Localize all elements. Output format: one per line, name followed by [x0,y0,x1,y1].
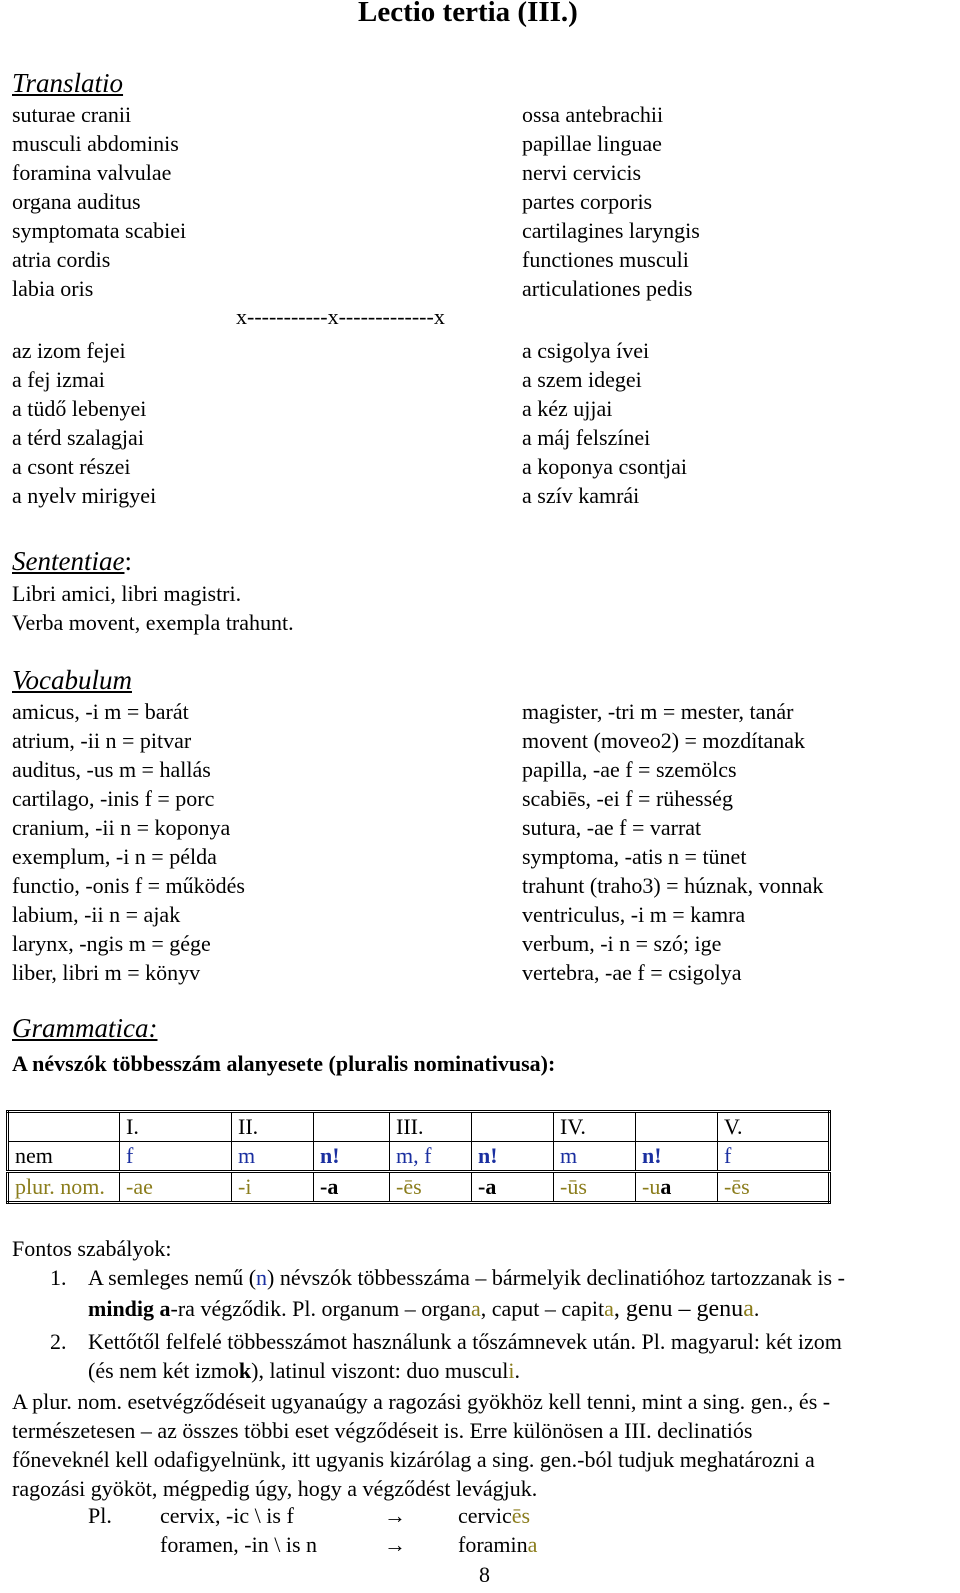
translatio-item: a fej izmai [12,367,105,392]
rules-paragraph [12,1387,830,1503]
text: k [238,1358,252,1383]
translatio-item: symptomata scabiei [12,218,187,243]
declension-table [6,1110,831,1204]
table-cell-part: a [660,1174,672,1199]
table-cell: -i [232,1172,314,1203]
table-cell: IV. [554,1112,636,1142]
table-cell: III. [390,1112,472,1142]
example-source: foramen, -in \ is n [160,1532,318,1557]
text: , genu – genu [613,1296,744,1322]
translatio-item: partes corporis [522,189,653,214]
vocab-entry: liber, libri m = könyv [12,960,201,985]
text: ēs [511,1503,531,1528]
vocab-entry: ventriculus, -i m = kamra [522,902,746,927]
table-row [8,1112,830,1142]
table-cell-part: -u [642,1174,661,1199]
separator: x-----------x-------------x [236,304,445,329]
vocab-entry: magister, -tri m = mester, tanár [522,699,794,724]
text: mindig a [88,1296,171,1321]
translatio-item: organa auditus [12,189,141,214]
text: foramin [458,1532,528,1557]
translatio-right-hu [522,336,687,510]
translatio-item: musculi abdominis [12,131,179,156]
table-cell: m, f [390,1142,472,1172]
table-cell: -a [314,1172,390,1203]
vocabulum-right [522,697,823,987]
text: ) névszók többesszáma – bármelyik declinatióhoz tartozzanak is - [267,1265,845,1290]
translatio-item: a térd szalagjai [12,425,144,450]
text: -ra végződik. Pl. organum – organ [170,1296,471,1321]
table-cell: n! [472,1142,554,1172]
text: . [753,1296,760,1321]
vocab-entry: atrium, -ii n = pitvar [12,728,192,753]
translatio-item: labia oris [12,276,94,301]
table-cell: I. [120,1112,232,1142]
table-cell [314,1112,390,1142]
text: a [743,1296,754,1322]
text: a [527,1532,538,1557]
text: cervic [458,1503,512,1528]
text: a [470,1296,481,1321]
vocab-entry: verbum, -i n = szó; ige [522,931,722,956]
translatio-right-latin [522,100,700,303]
translatio-left-hu [12,336,156,510]
arrow-icon: → [384,1503,406,1528]
table-cell [472,1112,554,1142]
table-cell [636,1112,718,1142]
sententiae-heading-text: Sententiae [12,546,125,576]
translatio-item: papillae linguae [522,131,662,156]
translatio-item: nervi cervicis [522,160,642,185]
vocab-entry: auditus, -us m = hallás [12,757,211,782]
table-row [8,1172,830,1203]
table-cell: -ēs [390,1172,472,1203]
table-cell: n! [636,1142,718,1172]
translatio-item: foramina valvulae [12,160,172,185]
translatio-item: ossa antebrachii [522,102,664,127]
vocab-entry: exemplum, -i n = példa [12,844,217,869]
table-cell: m [554,1142,636,1172]
translatio-item: a csigolya ívei [522,338,650,363]
vocabulum-heading: Vocabulum [12,665,132,695]
rules-heading: Fontos szabályok: [12,1236,172,1261]
table-cell: f [718,1142,830,1172]
paragraph-line: természetesen – az összes többi eset végződéseit is. Erre különösen a III. declinatiós [12,1418,753,1443]
vocab-entry: movent (moveo2) = mozdítanak [522,728,806,753]
example-result [458,1532,537,1558]
table-row [8,1142,830,1172]
table-cell: -ae [120,1172,232,1203]
table-cell: m [232,1142,314,1172]
sententiae-heading [12,546,132,577]
example-result [458,1503,530,1529]
paragraph-line: főneveknél kell odafigyelnünk, itt ugyanis kizárólag a sing. gen.-ból tudjuk meghatározni a [12,1447,815,1472]
vocab-entry: symptoma, -atis n = tünet [522,844,747,869]
page-title: Lectio tertia (III.) [358,0,578,28]
translatio-heading: Translatio [12,68,124,98]
text: ), latinul viszont: duo muscul [251,1358,509,1383]
translatio-item: a csont részei [12,454,131,479]
grammatica-heading: Grammatica: [12,1013,158,1043]
paragraph-line: A plur. nom. esetvégződéseit ugyanaúgy a ragozási gyökhöz kell tenni, mint a sing. gen., és - [12,1389,831,1414]
text: a [604,1296,614,1321]
table-cell [8,1112,120,1142]
vocab-entry: labium, -ii n = ajak [12,902,181,927]
text: , caput – capit [480,1296,605,1321]
translatio-item: a szív kamrái [522,483,640,508]
table-cell: plur. nom. [8,1172,120,1203]
example-source: cervix, -ic \ is f [160,1503,294,1528]
page-number: 8 [479,1562,490,1587]
sententia: Libri amici, libri magistri. [12,581,242,606]
vocabulum-left [12,697,245,987]
translatio-item: articulationes pedis [522,276,693,301]
vocab-entry: trahunt (traho3) = húznak, vonnak [522,873,824,898]
vocab-entry: vertebra, -ae f = csigolya [522,960,742,985]
vocab-entry: scabiēs, -ei f = rühesség [522,786,733,811]
table-cell [636,1172,718,1203]
translatio-item: functiones musculi [522,247,689,272]
translatio-item: a kéz ujjai [522,396,613,421]
vocab-entry: amicus, -i m = barát [12,699,189,724]
translatio-item: az izom fejei [12,338,126,363]
translatio-item: suturae cranii [12,102,132,127]
translatio-item: a nyelv mirigyei [12,483,157,508]
table-cell: -ēs [718,1172,830,1203]
arrow-icon: → [384,1532,406,1557]
table-cell: II. [232,1112,314,1142]
vocab-entry: larynx, -ngis m = gége [12,931,211,956]
rule-2-line-2 [88,1358,520,1384]
table-cell: -ūs [554,1172,636,1203]
translatio-item: a koponya csontjai [522,454,687,479]
sententia: Verba movent, exempla trahunt. [12,610,294,635]
table-cell: n! [314,1142,390,1172]
text: A semleges nemű ( [88,1265,257,1290]
rule-2-line-1: Kettőtől felfelé többesszámot használunk a tőszámnevek után. Pl. magyarul: két izom [88,1329,842,1354]
vocab-entry: cranium, -ii n = koponya [12,815,231,840]
sententiae-colon: : [124,546,132,576]
translatio-item: cartilagines laryngis [522,218,700,243]
text: n [256,1265,268,1290]
example-pl: Pl. [88,1503,112,1528]
sententiae-lines [12,579,294,637]
vocab-entry: cartilago, -inis f = porc [12,786,215,811]
table-cell: nem [8,1142,120,1172]
vocab-entry: functio, -onis f = működés [12,873,245,898]
translatio-item: a szem idegei [522,367,642,392]
grammatica-subheading: A névszók többesszám alanyesete (pluralis nominativusa): [12,1051,556,1076]
table-cell: -a [472,1172,554,1203]
rule-2-number: 2. [50,1329,67,1354]
text: (és nem két izmo [88,1358,239,1383]
translatio-left-latin [12,100,186,303]
paragraph-line: ragozási gyököt, mégpedig úgy, hogy a végződést levágjuk. [12,1476,538,1501]
rule-1-line-2 [88,1296,759,1323]
translatio-item: a máj felszínei [522,425,651,450]
table-cell: V. [718,1112,830,1142]
translatio-item: atria cordis [12,247,111,272]
vocab-entry: sutura, -ae f = varrat [522,815,702,840]
rule-1-line-1 [88,1265,845,1291]
translatio-item: a tüdő lebenyei [12,396,147,421]
text: i [508,1358,515,1383]
table-cell: f [120,1142,232,1172]
vocab-entry: papilla, -ae f = szemölcs [522,757,737,782]
text: . [514,1358,521,1383]
rule-1-number: 1. [50,1265,67,1290]
